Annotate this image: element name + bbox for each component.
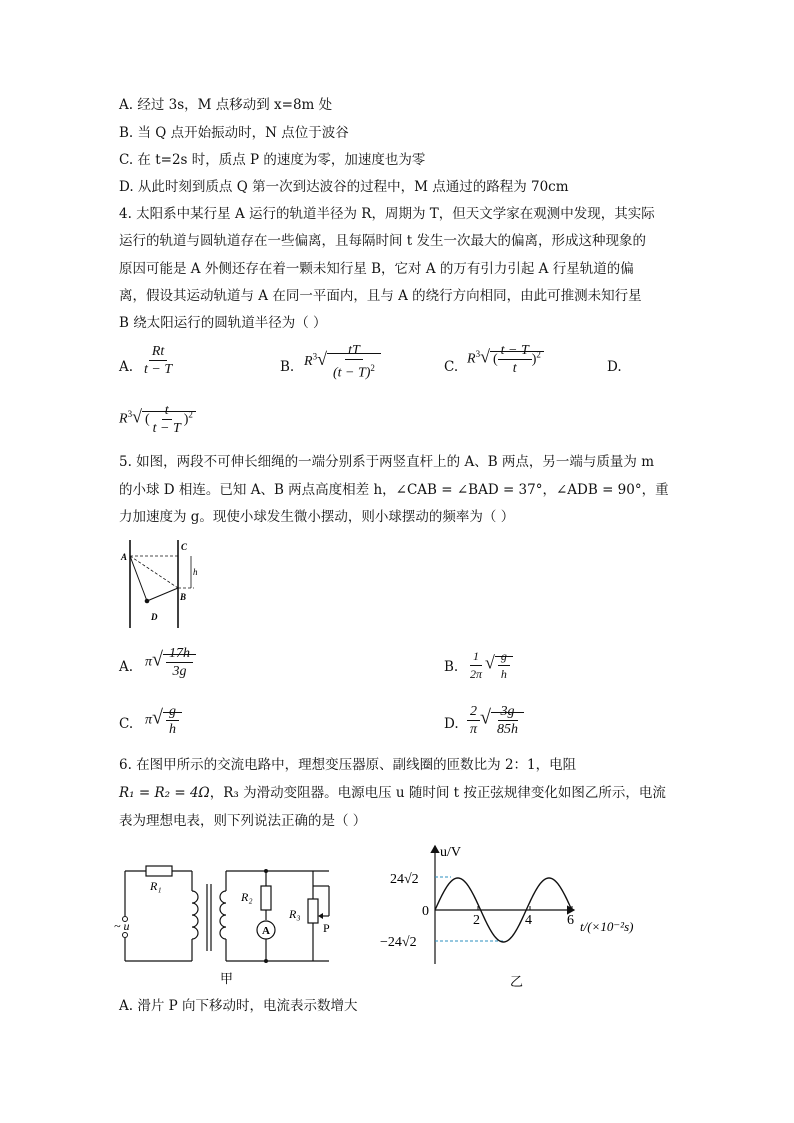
q4-text-line-4: 离，假设其运动轨道与 A 在同一平面内，且与 A 的绕行方向相同，由此可推测未知行星 — [119, 288, 642, 304]
y-bottom-label: −24√2 — [380, 935, 417, 950]
q4-option-a-label: A. — [119, 359, 134, 375]
q4-d-denominator: t − T — [152, 421, 181, 436]
radius-symbol: R — [119, 411, 128, 427]
square-exponent: 2 — [188, 409, 193, 420]
q5-d-denominator: 85h — [497, 722, 518, 737]
x-tick-label: 4 — [525, 913, 532, 928]
fig-label-d: D — [151, 612, 158, 622]
q4-option-d-label: D. — [607, 359, 622, 375]
q5-option-b-formula: $\frac{1}{2\pi}$ √ $\frac{g}{h}$ — [467, 648, 513, 683]
cube-root-index: 3 — [475, 349, 481, 360]
q5-text-line-1: 5. 如图，两段不可伸长细绳的一端分别系于两竖直杆上的 A、B 两点，另一端与质量为 m — [119, 454, 655, 470]
q5-b-coefficient-denominator: 2π — [470, 667, 483, 681]
q6-text-line-2 — [119, 784, 666, 802]
q3-option-b: B. 当 Q 点开始振动时，N 点位于波谷 — [119, 125, 349, 141]
resistor-equation: R₁ = R₂ = 4Ω — [119, 785, 210, 801]
q6-text-line-2-rest: ，R₃ 为滑动变阻器。电源电压 u 随时间 t 按正弦规律变化如图乙所示，电流 — [209, 785, 666, 801]
q4-a-numerator: Rt — [149, 343, 167, 361]
fig-label-a: A — [121, 552, 128, 562]
square-exponent: 2 — [370, 363, 375, 373]
q4-b-numerator: tT — [345, 342, 363, 360]
slider-arrow-icon — [318, 913, 323, 919]
x-axis-label: t/(×10⁻²s) — [580, 919, 634, 934]
q5-option-d-formula: $\frac{2}{\pi}$ √ $\frac{3g}{85h}$ — [467, 703, 524, 738]
q5-option-a-formula: π√ $\frac{17h}{3g}$ — [145, 645, 196, 680]
q4-option-c-label: C. — [444, 359, 459, 375]
fig-label-h: h — [193, 567, 198, 577]
fig-label-b: B — [180, 592, 187, 602]
q5-option-c-label: C. — [119, 716, 134, 732]
q5-d-coefficient-denominator: π — [470, 722, 478, 737]
q3-option-a: A. 经过 3s，M 点移动到 x=8m 处 — [119, 97, 333, 113]
q4-c-numerator: t − T — [498, 342, 532, 360]
q4-option-a-formula — [141, 343, 175, 378]
cube-root-index: 3 — [312, 351, 318, 362]
pi-symbol: π — [145, 712, 153, 728]
q3-option-d: D. 从此时刻到质点 Q 第一次到达波谷的过程中，M 点通过的路程为 70cm — [119, 179, 569, 195]
label-r1: R₁ — [150, 879, 162, 893]
q5-text-line-3: 力加速度为 g。现使小球发生微小摆动，则小球摆动的频率为（ ） — [119, 509, 515, 525]
label-r3: R₃ — [289, 907, 301, 921]
q5-option-d-label: D. — [444, 716, 459, 732]
q5-option-b-label: B. — [444, 659, 459, 675]
q5-text-line-2: 的小球 D 相连。已知 A、B 两点高度相差 h，∠CAB = ∠BAD = 37°，∠ADB = 90°，重 — [119, 482, 669, 498]
resistor-r2 — [261, 886, 271, 910]
resistor-r1 — [146, 866, 172, 876]
q4-text-line-3: 原因可能是 A 外侧还存在着一颗未知行星 B，它对 A 的万有引力引起 A 行星轨道的偏 — [119, 261, 634, 277]
cube-root-index: 3 — [127, 409, 133, 420]
q6-option-a: A. 滑片 P 向下移动时，电流表示数增大 — [119, 998, 358, 1014]
x-tick-label: 2 — [473, 913, 480, 928]
q5-a-denominator: 3g — [172, 664, 187, 679]
q4-text-line-5: B 绕太阳运行的圆轨道半径为（ ） — [119, 315, 327, 331]
y-top-label: 24√2 — [390, 872, 419, 887]
ammeter-label: A — [262, 925, 270, 937]
q6-text-line-3: 表为理想电表，则下列说法正确的是（ ） — [119, 813, 367, 829]
origin-label: 0 — [422, 904, 429, 919]
q5-b-coefficient-numerator: 1 — [470, 648, 482, 666]
radius-symbol: R — [304, 354, 313, 370]
q5-c-numerator: g — [166, 703, 179, 721]
square-exponent: 2 — [536, 349, 541, 360]
q5-b-numerator: g — [498, 648, 510, 666]
q3-option-c: C. 在 t=2s 时，质点 P 的速度为零，加速度也为零 — [119, 152, 426, 168]
q5-d-coefficient-numerator: 2 — [467, 703, 480, 721]
q5-a-numerator: 17h — [166, 645, 193, 663]
label-u: ~ u — [114, 919, 130, 933]
pendulum-figure — [119, 538, 201, 630]
voltage-graph — [376, 838, 656, 992]
graph-caption: 乙 — [510, 974, 524, 989]
circuit-diagram — [114, 856, 354, 990]
label-r2: R₂ — [241, 890, 253, 904]
q4-option-b-formula: $R^3√$ $\frac{tT}{(t - T)^2}$ — [304, 342, 381, 382]
pi-symbol: π — [145, 654, 153, 670]
radius-symbol: R — [467, 351, 476, 367]
q4-text-line-1: 4. 太阳系中某行星 A 运行的轨道半径为 R，周期为 T，但天文学家在观测中发现，其实际 — [119, 206, 655, 222]
q4-a-denominator: t − T — [144, 362, 173, 377]
fig-label-c: C — [181, 542, 188, 552]
q4-c-denominator: t — [512, 361, 517, 376]
q4-d-numerator: t — [162, 402, 172, 420]
x-tick-label: 6 — [567, 913, 574, 928]
q6-text-line-1: 6. 在图甲所示的交流电路中，理想变压器原、副线圈的匝数比为 2：1，电阻 — [119, 757, 577, 773]
q5-c-denominator: h — [169, 722, 176, 737]
q4-option-b-label: B. — [280, 359, 295, 375]
q4-text-line-2: 运行的轨道与圆轨道存在一些偏离，且每隔时间 t 发生一次最大的偏离，形成这种现象的 — [119, 233, 647, 249]
q5-b-denominator: h — [500, 667, 507, 681]
y-axis-label: u/V — [440, 845, 461, 860]
label-p: P — [323, 921, 330, 935]
q5-option-a-label: A. — [119, 659, 134, 675]
q4-option-d-formula: $R^3√$ ( $\frac{t}{t - T}$ )$^2$ — [119, 402, 196, 437]
q4-option-c-formula: $R^3√$ ( $\frac{t - T}{t}$ )$^2$ — [467, 342, 544, 377]
q4-b-denominator: (t − T) — [332, 365, 371, 381]
circuit-caption: 甲 — [220, 971, 234, 986]
q5-option-c-formula: π√ $\frac{g}{h}$ — [145, 703, 182, 738]
q5-d-numerator: 3g — [498, 703, 518, 721]
resistor-r3 — [308, 899, 318, 923]
